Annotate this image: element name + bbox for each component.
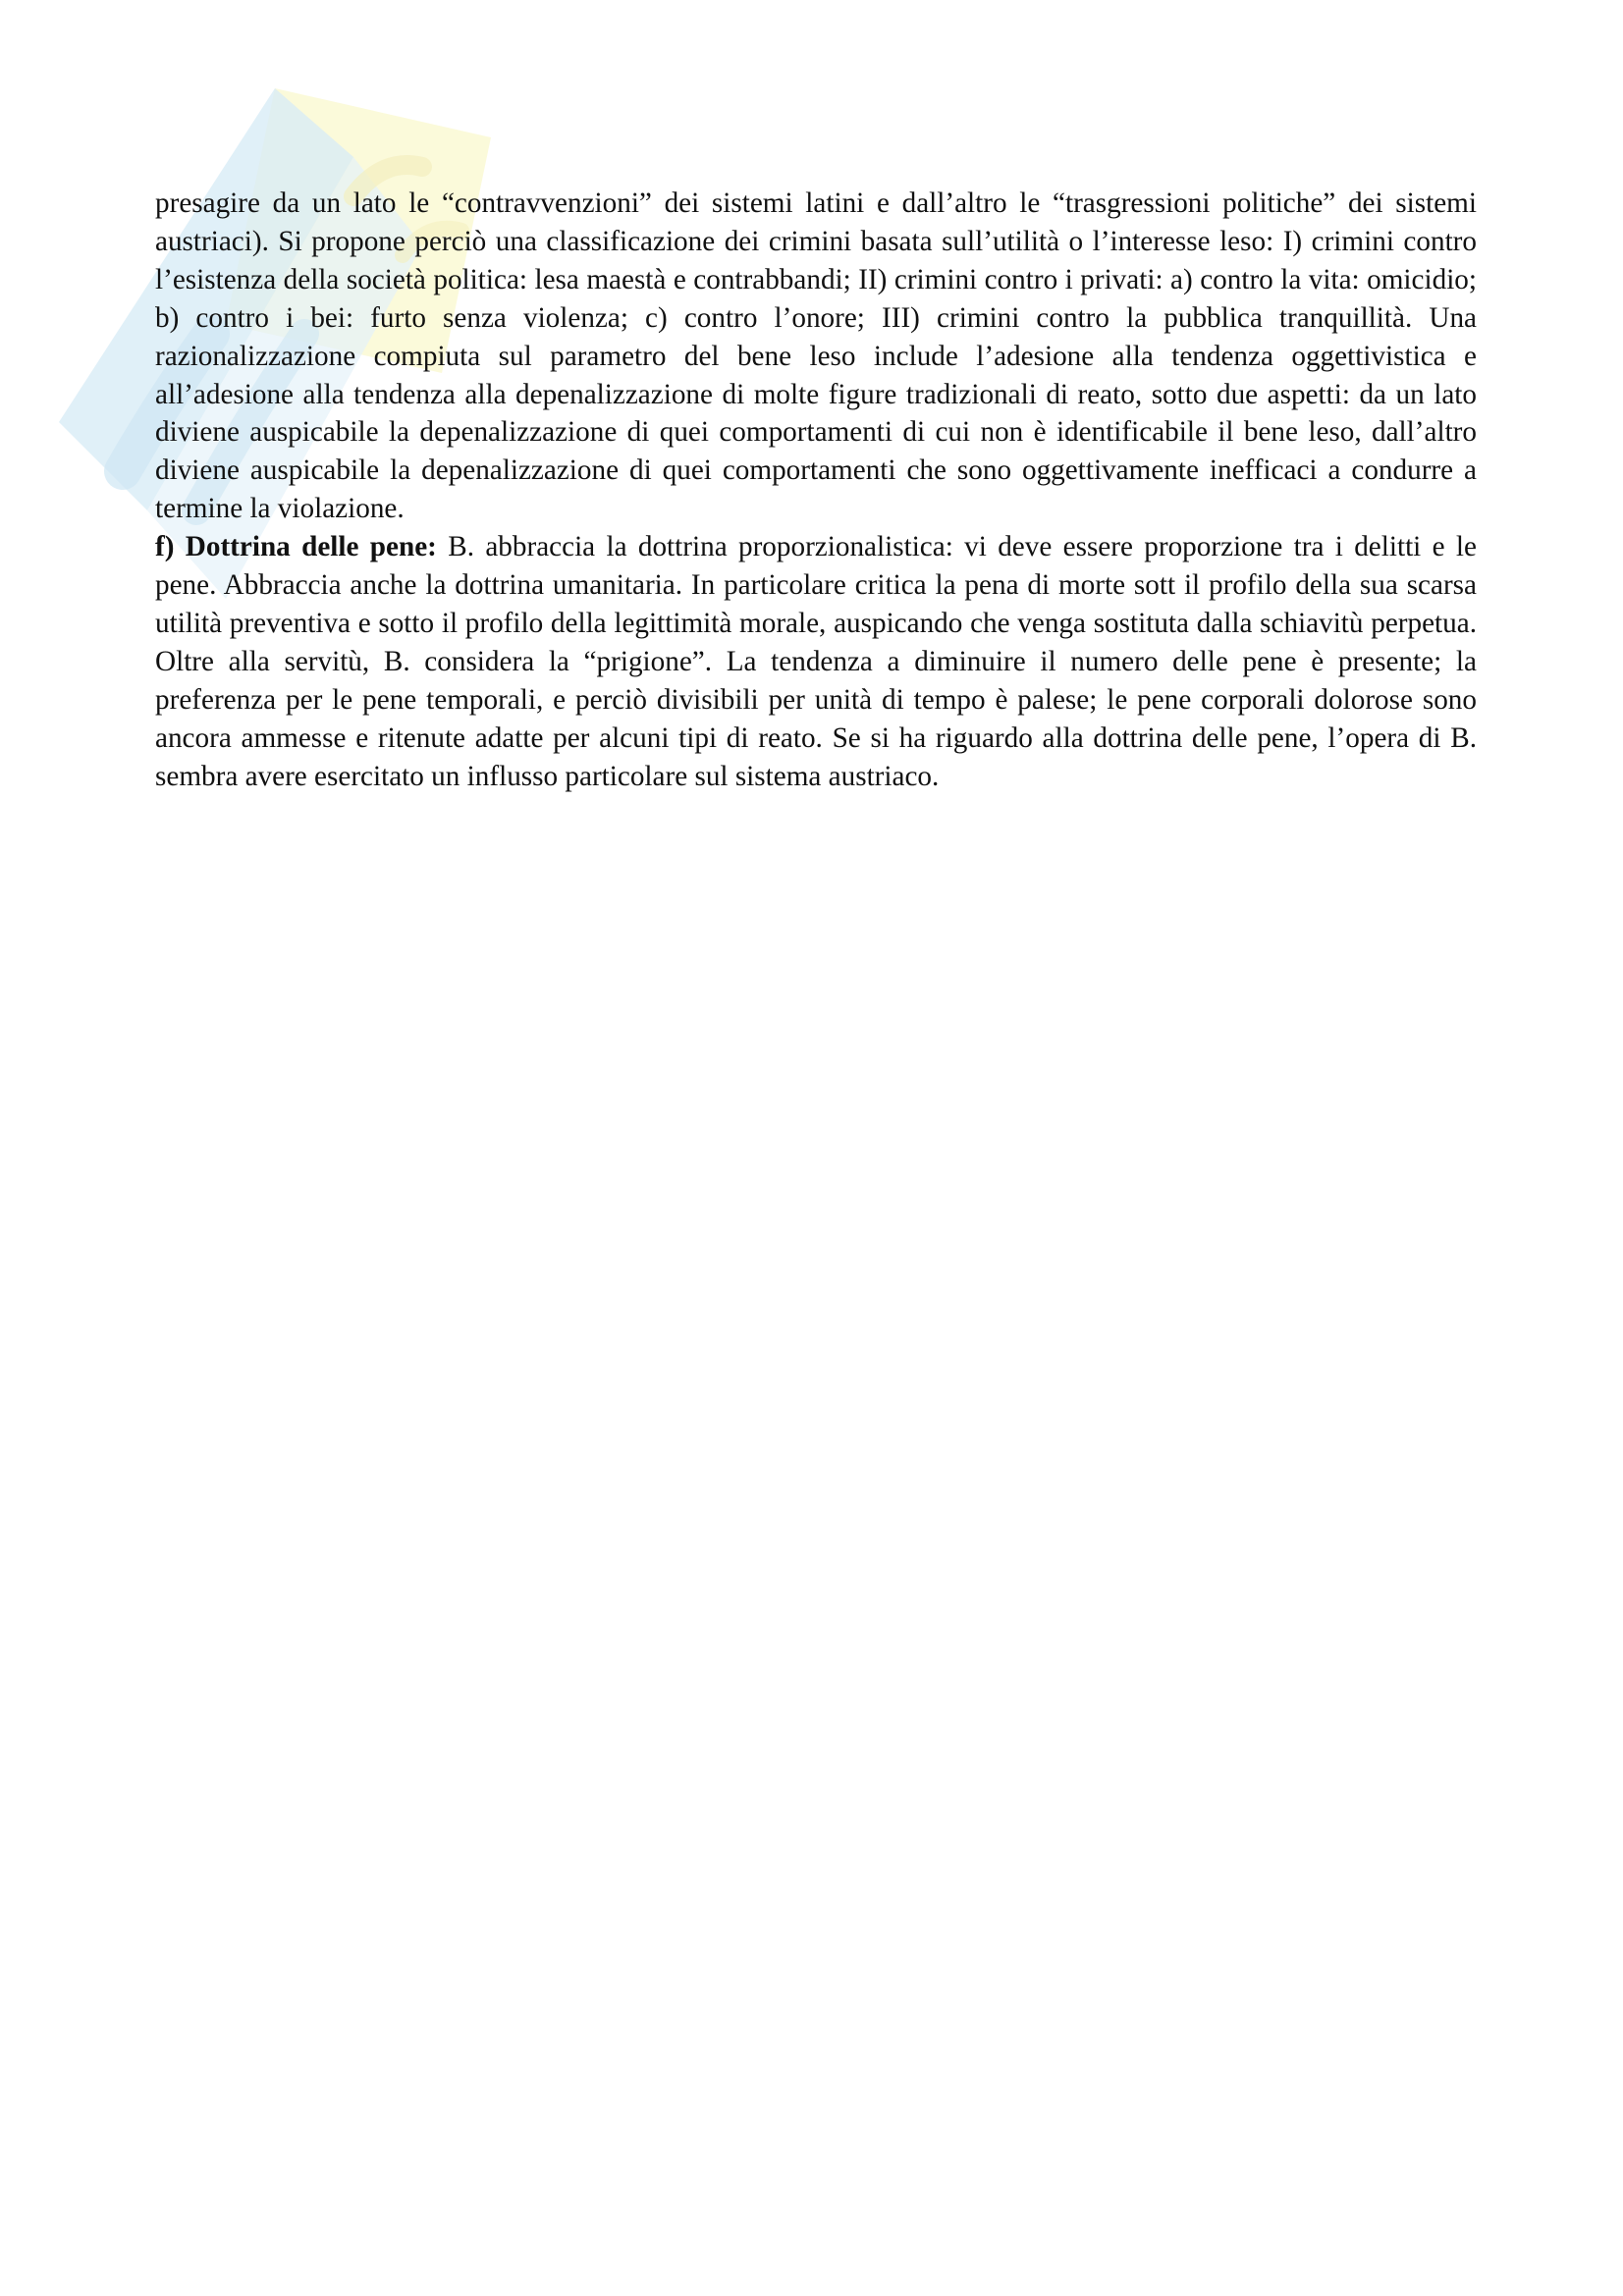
paragraph-classification: presagire da un lato le “contravvenzioni” dei sistemi latini e dall’altro le “trasgressioni politiche” dei sistemi austriaci). Si propone perciò una classificazione dei crimini basata sull’utilità o l’interesse leso: I) crimini contro l’esistenza della società politica: lesa maestà e contrabbandi; II) crimini contro i privati: a) contro la vita: omicidio; b) contro i bei: furto senza violenza; c) contro l’onore; III) crimini contro la pubblica tranquillità. Una razionalizzazione compiuta sul parametro del bene leso include l’adesione alla tendenza oggettivistica e all’adesione alla tendenza alla depenalizzazione di molte figure tradizionali di reato, sotto due aspetti: da un lato diviene auspicabile la depenalizzazione di quei comportamenti di cui non è identificabile il bene leso, dall’altro diviene auspicabile la depenalizzazione di quei comportamenti che sono oggettivamente inefficaci a condurre a termine la violazione.: [155, 187, 1477, 525]
section-f-body: B. abbraccia la dottrina proporzionalistica: vi deve essere proporzione tra i delitti e le pene. Abbraccia anche la dottrina umanitaria. In particolare critica la pena di morte sott il profilo della sua scarsa utilità preventiva e sotto il profilo della legittimità morale, auspicando che venga sostituta dalla schiavitù perpetua. Oltre alla servitù, B. considera la “prigione”. La tendenza a diminuire il numero delle pene è presente; la preferenza per le pene temporali, e perciò divisibili per unità di tempo è palese; le pene corporali dolorose sono ancora ammesse e ritenute adatte per alcuni tipi di reato. Se si ha riguardo alla dottrina delle pene, l’opera di B. sembra avere esercitato un influsso particolare sul sistema austriaco.: [155, 531, 1477, 792]
paragraph-section-f: [155, 528, 1477, 795]
section-f-heading: f) Dottrina delle pene:: [155, 531, 437, 563]
document-body: [155, 185, 1477, 796]
